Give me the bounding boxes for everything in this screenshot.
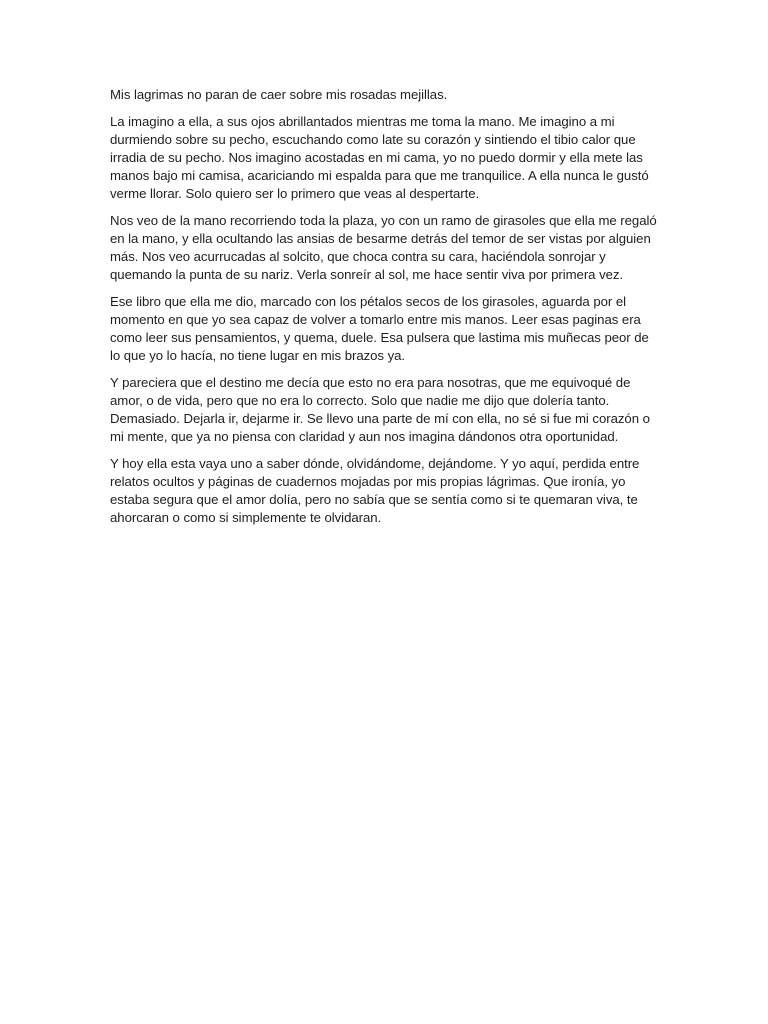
paragraph-1: Mis lagrimas no paran de caer sobre mis rosadas mejillas. [110,87,448,102]
paragraph-4: Ese libro que ella me dio, marcado con los pétalos secos de los girasoles, aguarda por el momento en que yo sea capaz de volver a tomarlo entre mis manos. Leer esas paginas era como leer sus pensamientos, y quema, duele. Esa pulsera que lastima mis muñecas peor de lo que yo lo hacía, no tiene lugar en mis brazos ya. [110,294,649,363]
paragraph-5: Y pareciera que el destino me decía que esto no era para nosotras, que me equivoqué de amor, o de vida, pero que no era lo correcto. Solo que nadie me dijo que dolería tanto. Demasiado. Dejarla ir, dejarme ir. Se llevo una parte de mí con ella, no sé si fue mi corazón o mi mente, que ya no piensa con claridad y aun nos imagina dándonos otra oportunidad. [110,375,650,444]
paragraph-6: Y hoy ella esta vaya uno a saber dónde, olvidándome, dejándome. Y yo aquí, perdida entre relatos ocultos y páginas de cuadernos mojadas por mis propias lágrimas. Que ironía, yo estaba segura que el amor dolía, pero no sabía que se sentía como si te quemaran viva, te ahorcaran o como si simplemente te olvidaran. [110,456,640,525]
paragraph-2: La imagino a ella, a sus ojos abrillantados mientras me toma la mano. Me imagino a mi durmiendo sobre su pecho, escuchando como late su corazón y sintiendo el tibio calor que irradia de su pecho. Nos imagino acostadas en mi cama, yo no puedo dormir y ella mete las manos bajo mi camisa, acariciando mi espalda para que me tranquilice. A ella nunca le gustó verme llorar. Solo quiero ser lo primero que veas al despertarte. [110,114,649,201]
document-body [110,86,658,536]
paragraph-3: Nos veo de la mano recorriendo toda la plaza, yo con un ramo de girasoles que ella me regaló en la mano, y ella ocultando las ansias de besarme detrás del temor de ser vistas por alguien más. Nos veo acurrucadas al solcito, que choca contra su cara, haciéndola sonrojar y quemando la punta de su nariz. Verla sonreír al sol, me hace sentir viva por primera vez. [110,213,657,282]
